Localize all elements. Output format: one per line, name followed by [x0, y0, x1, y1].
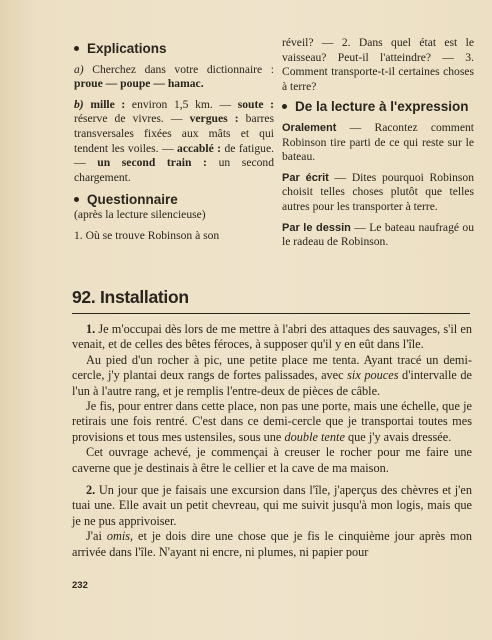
lesson-text: [72, 322, 472, 560]
lesson-paragraph: [72, 399, 472, 445]
paragraph-number: 1.: [86, 322, 96, 336]
paragraph-text: Je fis, pour entrer dans cette place, non pas une porte, mais une échelle, que je retirais une fois rentré. C'est dans ce demi-cercle que je transportai toutes mes provisions et tous mes ustensiles, sous une: [72, 399, 472, 444]
paragraph-text: que j'y avais dressée.: [344, 429, 452, 444]
paragraph-text: Je m'occupai dès lors de me mettre à l'abri des attaques des sauvages, s'il en venait, et de celles des bêtes féroces, à supposer qu'il y en eût dans l'île.: [72, 322, 472, 352]
term-bold: soute :: [237, 97, 274, 111]
lesson-paragraph: [72, 529, 472, 560]
oralement-paragraph: Oralement — Racontez comment Robinson tire parti de ce qui reste sur le bateau.: [282, 120, 474, 164]
italic-term: double tente: [284, 429, 345, 444]
lesson-paragraph: [72, 353, 472, 399]
questions-continuation: réveil? — 2. Dans quel état est le vaisseau? Peut-il l'atteindre? — 3. Comment transporte-t-il certaines choses à terre?: [282, 36, 474, 93]
paragraph-text: d'intervalle de l'un à l'autre rang, et je remplis l'entre-deux de pièces de câble.: [72, 368, 472, 398]
term-bold: un second train :: [97, 156, 207, 170]
term-bold: vergues :: [189, 112, 239, 126]
bullet-icon: [282, 104, 287, 109]
explications-b: b) mille : environ 1,5 km. — soute : réserve de vivres. — vergues : barres transversales fixées aux mâts et qui tendent les voiles. — accablé : de fatigue. — un second train : un second chargement.: [74, 97, 275, 184]
heading-rule: [72, 313, 470, 314]
left-column: [74, 36, 274, 249]
par-dessin-paragraph: Par le dessin — Le bateau naufragé ou le radeau de Robinson.: [282, 220, 474, 249]
bullet-icon: [74, 46, 79, 51]
lesson-heading: 92. Installation: [72, 287, 189, 307]
explications-heading: Explications: [74, 42, 274, 57]
term-bold: mille :: [90, 97, 126, 111]
explications-b-text: [74, 98, 274, 184]
questionnaire-note: (après la lecture silencieuse): [74, 207, 206, 221]
definition-text: de fatigue. —: [74, 141, 274, 170]
explications-a: a) Cherchez dans votre dictionnaire : proue — poupe — hamac.: [74, 62, 274, 91]
paragraph-text: Cet ouvrage achevé, je commençai à creuser le rocher pour me faire une caverne que je destinais à être le cellier et la cave de ma maison.: [72, 445, 472, 475]
definition-text: barres transversales fixées aux mâts et qui tendent les voiles. —: [74, 112, 274, 155]
bullet-icon: [74, 197, 79, 202]
page-number: 232: [72, 580, 88, 591]
definition-text: environ 1,5 km. —: [125, 97, 238, 111]
questionnaire-heading: Questionnaire: [74, 193, 274, 208]
term-bold: accablé :: [177, 141, 222, 155]
lesson-paragraph: [72, 322, 472, 353]
lesson-paragraph: [72, 445, 472, 476]
paragraph-text: Au pied d'un rocher à pic, une petite place me tenta. Ayant tracé un demi-cercle, j'y plantai deux rangs de fortes palissades, avec: [72, 352, 472, 383]
italic-term: omis: [106, 529, 131, 544]
definition-text: réserve de vivres. —: [74, 112, 190, 126]
lesson-paragraph: [72, 483, 472, 529]
paragraph-text: , et je dois dire une chose que je fis le cinquième jour après mon arrivée dans l'île. N'ayant ni encre, ni plumes, ni papier pour: [72, 529, 472, 559]
paragraph-number: 2.: [86, 483, 96, 498]
right-column: [282, 36, 474, 256]
par-ecrit-paragraph: Par écrit — Dites pourquoi Robinson choisit telles choses plutôt que telles autres pour les transporter à terre.: [282, 170, 474, 213]
definition-text: un second chargement.: [74, 156, 275, 184]
paragraph-text: J'ai: [86, 529, 107, 544]
italic-term: six pouces: [347, 368, 399, 383]
expression-heading: De la lecture à l'expression: [282, 100, 474, 115]
paragraph-text: Un jour que je faisais une excursion dans l'île, j'aperçus des chèvres et j'en tuai une. Elle avait un petit chevreau, qui me suivit jusqu'à mon logis, mais que je ne pus apprivoiser.: [72, 483, 472, 528]
questionnaire-q1: 1. Où se trouve Robinson à son: [74, 228, 220, 242]
